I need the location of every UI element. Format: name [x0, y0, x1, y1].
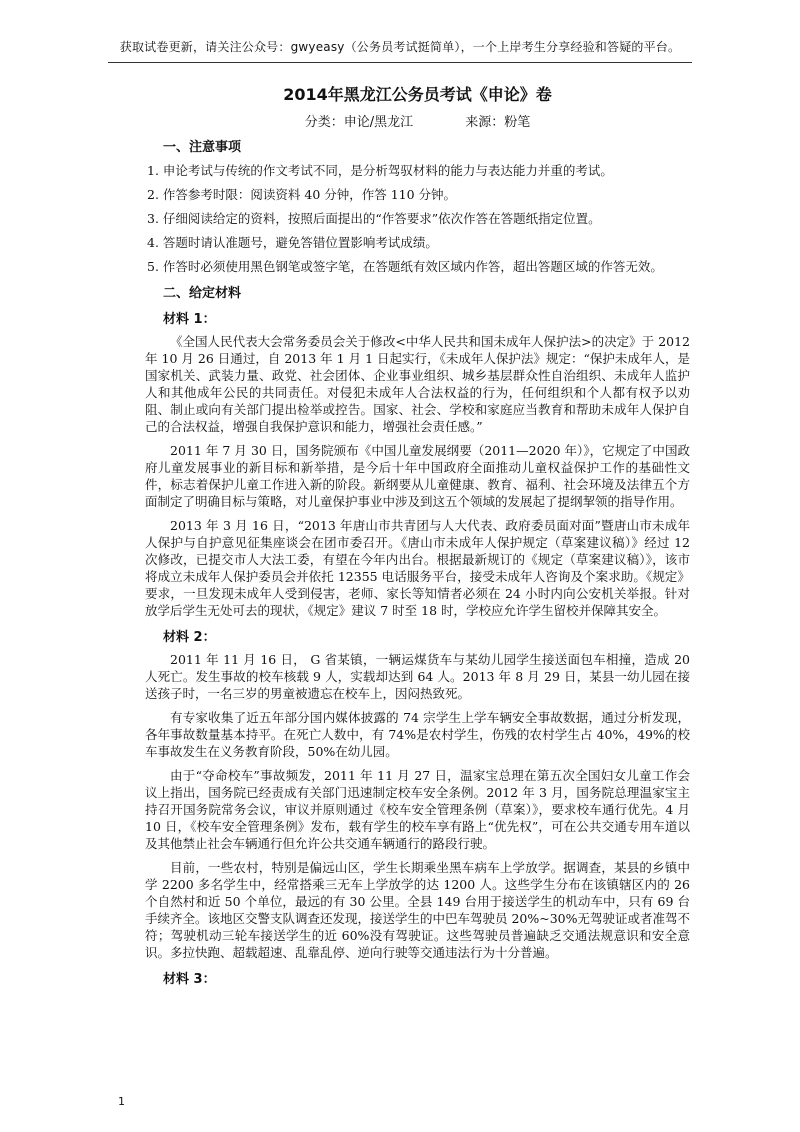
material-3-label: 材料 3：	[163, 972, 216, 987]
document-meta	[145, 111, 690, 130]
material-2-label: 材料 2：	[163, 630, 216, 645]
material-1-paragraph-1: 《全国人民代表大会常务委员会关于修改<中华人民共和国未成年人保护法>的决定》于 2012 年 10 月 26 日通过，自 2013 年 1 月 1 日起实行，《未成年人保护法》规定：“保护未成年人，是国家机关、武装力量、政党、社会团体、企业事业组织、城乡基层群众性自治组织、未成年人监护人和其他成年公民的共同责任。对侵犯未成年人合法权益的行为，任何组织和个人都有权予以劝阻、制止或向有关部门提出检举或控告。国家、社会、学校和家庭应当教育和帮助未成年人保护自己的合法权益，增强自我保护意识和能力，增强社会责任感。”	[145, 334, 690, 434]
document-body	[145, 72, 690, 993]
material-1-label: 材料 1：	[163, 312, 216, 327]
notes-heading: 一、注意事项	[163, 140, 242, 155]
note-item-1: 1. 申论考试与传统的作文考试不同，是分析驾驭材料的能力与表达能力并重的考试。	[147, 163, 613, 178]
document-category: 分类：申论/黑龙江	[304, 115, 414, 130]
material-2-paragraph-4: 目前，一些农村，特别是偏远山区，学生长期乘坐黑车病车上学放学。据调查，某县的乡镇中学 2200 多名学生中，经常搭乘三无车上学放学的达 1200 人。这些学生分布在该镇辖区内的 26 个自然村和近 50 个单位，最远的有 30 公里。全县 149 台用于接送学生的机动车中，只有 69 台手续齐全。该地区交警支队调查还发现，接送学生的中巴车驾驶员 20%~30%无驾驶证或者准驾不符；驾驶机动三轮车接送学生的近 60%没有驾驶证。这些驾驶员普遍缺乏交通法规意识和安全意识。多拉快跑、超载超速、乱靠乱停、逆向行驶等交通违法行为十分普遍。	[145, 860, 691, 960]
note-item-2: 2. 作答参考时限：阅读资料 40 分钟，作答 110 分钟。	[147, 187, 457, 202]
header-divider	[108, 62, 692, 63]
materials-heading: 二、给定材料	[163, 286, 242, 301]
document-title: 2014年黑龙江公务员考试《申论》卷	[283, 85, 552, 104]
material-2-paragraph-1: 2011 年 11 月 16 日， G 省某镇，一辆运煤货车与某幼儿园学生接送面包车相撞，造成 20 人死亡。发生事故的校车核载 9 人，实载却达到 64 人。2013 年 8 月 29 日，某县一幼儿园在接送孩子时，一名三岁的男童被遗忘在校车上，因闷热致死。	[145, 652, 690, 701]
note-item-5: 5. 作答时必须使用黑色钢笔或签字笔，在答题纸有效区域内作答，超出答题区域的作答无效。	[147, 259, 663, 274]
document-source: 来源：粉笔	[465, 115, 531, 130]
material-2-paragraph-2: 有专家收集了近五年部分国内媒体披露的 74 宗学生上学车辆安全事故数据，通过分析发现，各年事故数量基本持平。在死亡人数中，有 74%是农村学生，伤残的农村学生占 40%，49%的校车事故发生在义务教育阶段，50%在幼儿园。	[145, 710, 690, 759]
note-item-4: 4. 答题时请认准题号，避免答错位置影响考试成绩。	[147, 235, 438, 250]
note-item-3: 3. 仔细阅读给定的资料，按照后面提出的“作答要求”依次作答在答题纸指定位置。	[147, 211, 601, 226]
header-promo-note: 获取试卷更新，请关注公众号：gwyeasy（公务员考试挺简单），一个上岸考生分享经验和答疑的平台。	[119, 40, 681, 54]
material-1-paragraph-3: 2013 年 3 月 16 日，“2013 年唐山市共青团与人大代表、政府委员面对面”暨唐山市未成年人保护与自护意见征集座谈会在团市委召开。《唐山市未成年人保护规定（草案建议稿）》经过 12 次修改，已提交市人大法工委，有望在今年内出台。根据最新规订的《规定（草案建议稿）》，该市将成立未成年人保护委员会并依托 12355 电话服务平台，接受未成年人咨询及个案求助。《规定》要求，一旦发现未成年人受到侵害，老师、家长等知情者必须在 24 小时内向公安机关举报。针对放学后学生无处可去的现状，《规定》建议 7 时至 18 时，学校应允许学生留校并保障其安全。	[145, 518, 690, 618]
material-2-paragraph-3: 由于“夺命校车”事故频发，2011 年 11 月 27 日，温家宝总理在第五次全国妇女儿童工作会议上指出，国务院已经责成有关部门迅速制定校车安全条例。2012 年 3 月，国务院总理温家宝主持召开国务院常务会议，审议并原则通过《校车安全管理条例（草案）》，要求校车通行优先。4 月 10 日，《校车安全管理条例》发布，载有学生的校车享有路上“优先权”，可在公共交通专用车道以及其他禁止社会车辆通行但允许公共交通车辆通行的路段行驶。	[145, 768, 690, 851]
material-1-paragraph-2: 2011 年 7 月 30 日，国务院颁布《中国儿童发展纲要（2011—2020 年）》，它规定了中国政府儿童发展事业的新目标和新举措，是今后十年中国政府全面推动儿童权益保护工作的基础性文件，标志着保护儿童工作进入新的阶段。新纲要从儿童健康、教育、福利、社会环境及法律五个方面制定了明确目标与策略，对儿童保护事业中涉及到这五个领域的发展起了提纲挈领的指导作用。	[145, 443, 690, 509]
page-number: 1	[118, 1095, 125, 1108]
